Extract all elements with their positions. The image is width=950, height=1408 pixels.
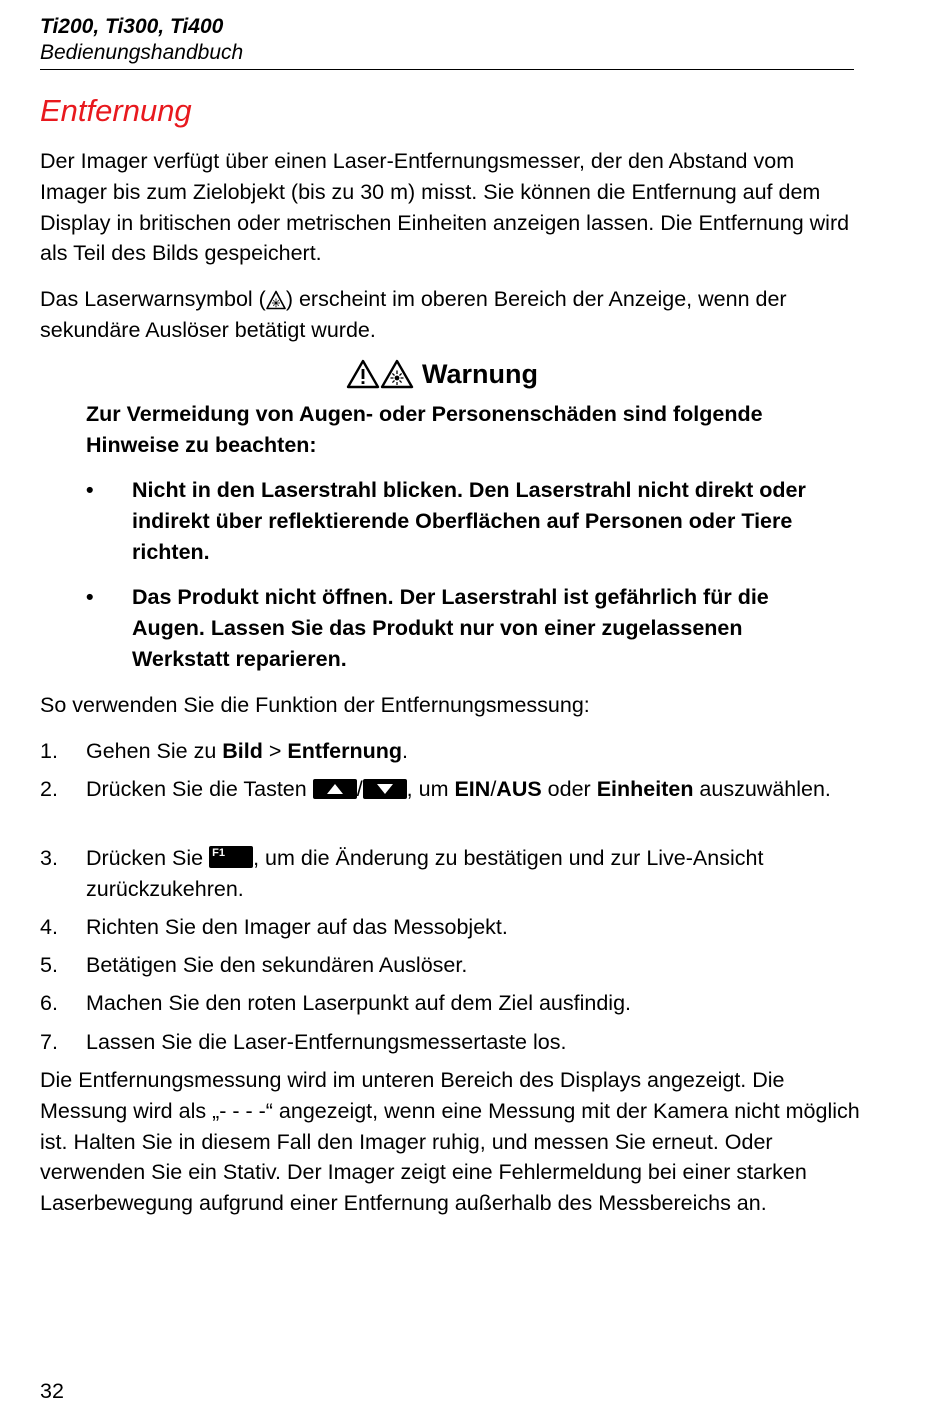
warning-bullet bbox=[86, 582, 846, 677]
header-manual-title: Bedienungshandbuch bbox=[40, 41, 244, 64]
header-rule bbox=[40, 69, 854, 70]
step-text bbox=[86, 774, 846, 805]
step-text-part: oder bbox=[541, 777, 597, 801]
f1-key-icon bbox=[209, 846, 253, 868]
warning-heading bbox=[346, 356, 538, 392]
paragraph-laser-symbol-before: Das Laserwarnsymbol ( bbox=[40, 287, 266, 311]
step-text-part: , um die Änderung zu bestätigen und zur Live-Ansicht zurückzukehren. bbox=[86, 846, 764, 901]
step-text bbox=[86, 736, 846, 767]
step-text-part: , um bbox=[406, 777, 455, 801]
step-number: 2. bbox=[40, 777, 58, 801]
step-text-part: > bbox=[262, 739, 288, 763]
warning-intro: Zur Vermeidung von Augen- oder Personenschäden sind folgende Hinweise zu beachten: bbox=[86, 402, 763, 457]
step-number: 1. bbox=[40, 739, 58, 763]
option-einheiten: Einheiten bbox=[596, 777, 694, 801]
step-text: Richten Sie den Imager auf das Messobjekt. bbox=[86, 915, 508, 939]
warning-heading-label: Warnung bbox=[422, 359, 538, 389]
step-text-part: . bbox=[402, 739, 409, 763]
warning-bullet-text: Nicht in den Laserstrahl blicken. Den Laserstrahl nicht direkt oder indirekt über reflektierende Oberflächen auf Personen oder Tiere richten. bbox=[132, 478, 806, 564]
step-text-part: auszuwählen. bbox=[693, 777, 831, 801]
warning-bullet bbox=[86, 475, 846, 570]
step-number: 6. bbox=[40, 991, 58, 1015]
header-model: Ti200, Ti300, Ti400 bbox=[40, 15, 224, 38]
menu-entfernung: Entfernung bbox=[287, 739, 403, 763]
caution-triangle-icon bbox=[346, 359, 380, 389]
step-text-part: Drücken Sie die Tasten bbox=[86, 777, 313, 801]
paragraph-laser-symbol bbox=[40, 284, 860, 346]
step-number: 5. bbox=[40, 953, 58, 977]
step-text: Betätigen Sie den sekundären Auslöser. bbox=[86, 953, 468, 977]
step-number: 4. bbox=[40, 915, 58, 939]
bullet-marker: • bbox=[86, 478, 94, 502]
bullet-marker: • bbox=[86, 585, 94, 609]
warning-bullet-text: Das Produkt nicht öffnen. Der Laserstrahl ist gefährlich für die Augen. Lassen Sie das Produkt nur von einer zugelassenen Werkstatt reparieren. bbox=[132, 585, 769, 671]
laser-warning-icon bbox=[380, 359, 414, 389]
step-text-part: Gehen Sie zu bbox=[86, 739, 223, 763]
f1-key-label: F1 bbox=[212, 847, 225, 859]
step-number: 3. bbox=[40, 846, 58, 870]
step-text-part: Drücken Sie bbox=[86, 846, 210, 870]
step-text-part: / bbox=[490, 777, 497, 801]
step-number: 7. bbox=[40, 1030, 58, 1054]
paragraph-intro: Der Imager verfügt über einen Laser-Entfernungsmesser, der den Abstand vom Imager bis zum Zielobjekt (bis zu 30 m) misst. Sie können die Entfernung auf dem Display in britischen oder metrischen Einheiten anzeigen lassen. Die Entfernung wird als Teil des Bilds gespeichert. bbox=[40, 149, 850, 266]
down-arrow-key-icon bbox=[363, 779, 407, 799]
step-text-part: / bbox=[356, 777, 363, 801]
paragraph-laser-symbol-after: ) erscheint im oberen Bereich der Anzeige, wenn der sekundäre Auslöser betätigt wurde. bbox=[40, 287, 787, 342]
option-aus: AUS bbox=[496, 777, 542, 801]
page-number: 32 bbox=[40, 1379, 64, 1403]
step-text: Lassen Sie die Laser-Entfernungsmessertaste los. bbox=[86, 1030, 567, 1054]
menu-bild: Bild bbox=[222, 739, 263, 763]
page-header bbox=[40, 14, 854, 66]
section-title: Entfernung bbox=[40, 93, 192, 128]
up-arrow-key-icon bbox=[313, 779, 357, 799]
steps-intro: So verwenden Sie die Funktion der Entfernungsmessung: bbox=[40, 693, 590, 717]
option-ein: EIN bbox=[454, 777, 491, 801]
laser-warning-icon bbox=[266, 288, 286, 308]
paragraph-measurement-display: Die Entfernungsmessung wird im unteren Bereich des Displays angezeigt. Die Messung wird als „- - - -“ angezeigt, wenn eine Messung mit der Kamera nicht möglich ist. Halten Sie in diesem Fall den Imager ruhig, und messen Sie erneut. Oder verwenden Sie ein Stativ. Der Imager zeigt eine Fehlermeldung bei einer starken Laserbewegung aufgrund einer Entfernung außerhalb des Messbereichs an. bbox=[40, 1068, 860, 1216]
step-text bbox=[86, 843, 846, 905]
step-text: Machen Sie den roten Laserpunkt auf dem Ziel ausfindig. bbox=[86, 991, 631, 1015]
